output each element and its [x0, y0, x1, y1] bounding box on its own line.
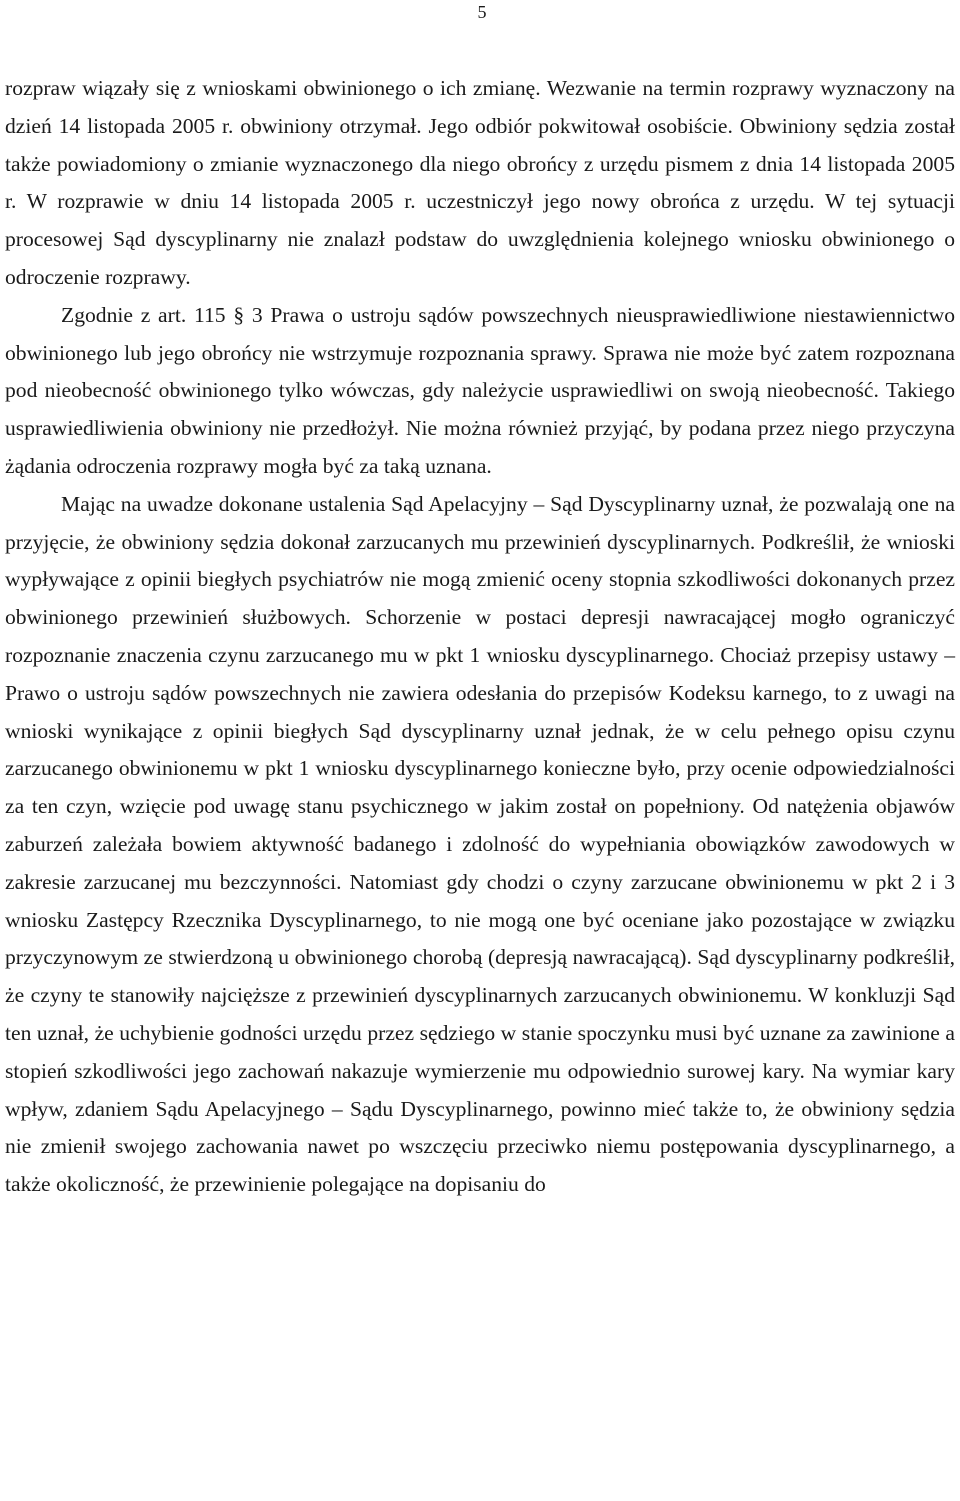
paragraph-2: Zgodnie z art. 115 § 3 Prawa o ustroju sądów powszechnych nieusprawiedliwione niestawiennictwo obwinionego lub jego obrońcy nie wstrzymuje rozpoznania sprawy. Sprawa nie może być zatem rozpoznana pod nieobecność obwinionego tylko wówczas, gdy należycie usprawiedliwi on swoją nieobecność. Takiego usprawiedliwienia obwiniony nie przedłożył. Nie można również przyjąć, by podana przez niego przyczyna żądania odroczenia rozprawy mogła być za taką uznana.	[5, 302, 955, 478]
paragraph-3: Mając na uwadze dokonane ustalenia Sąd Apelacyjny – Sąd Dyscyplinarny uznał, że pozwalają one na przyjęcie, że obwiniony sędzia dokonał zarzucanych mu przewinień dyscyplinarnych. Podkreślił, że wnioski wypływające z opinii biegłych psychiatrów nie mogą zmienić oceny stopnia szkodliwości dokonanych przez obwinionego przewinień służbowych. Schorzenie w postaci depresji nawracającej mogło ograniczyć rozpoznanie znaczenia czynu zarzucanego mu w pkt 1 wniosku dyscyplinarnego. Chociaż przepisy ustawy – Prawo o ustroju sądów powszechnych nie zawiera odesłania do przepisów Kodeksu karnego, to z uwagi na wnioski wynikające z opinii biegłych Sąd dyscyplinarny uznał jednak, że w celu pełnego opisu czynu zarzucanego obwinionemu w pkt 1 wniosku dyscyplinarnego konieczne było, przy ocenie odpowiedzialności za ten czyn, wzięcie pod uwagę stanu psychicznego w jakim został on popełniony. Od natężenia objawów zaburzeń zależała bowiem aktywność badanego i zdolność do wypełniania obowiązków zawodowych w zakresie zarzucanej mu bezczynności. Natomiast gdy chodzi o czyny zarzucane obwinionemu w pkt 2 i 3 wniosku Zastępcy Rzecznika Dyscyplinarnego, to nie mogą one być oceniane jako pozostające w związku przyczynowym ze stwierdzoną u obwinionego chorobą (depresją nawracającą). Sąd dyscyplinarny podkreślił, że czyny te stanowiły najcięższe z przewinień dyscyplinarnych zarzucanych obwinionemu. W konkluzji Sąd ten uznał, że uchybienie godności urzędu przez sędziego w stanie spoczynku musi być uznane za zawinione a stopień szkodliwości jego zachowań nakazuje wymierzenie mu odpowiednio surowej kary. Na wymiar kary wpływ, zdaniem Sądu Apelacyjnego – Sądu Dyscyplinarnego, powinno mieć także to, że obwiniony sędzia nie zmienił swojego zachowania nawet po wszczęciu przeciwko niemu postępowania dyscyplinarnego, a także okoliczność, że przewinienie polegające na dopisaniu do	[5, 491, 955, 1197]
paragraph-1: rozpraw wiązały się z wnioskami obwinionego o ich zmianę. Wezwanie na termin rozprawy wyznaczony na dzień 14 listopada 2005 r. obwiniony otrzymał. Jego odbiór pokwitował osobiście. Obwiniony sędzia został także powiadomiony o zmianie wyznaczonego dla niego obrońcy z urzędu pismem z dnia 14 listopada 2005 r. W rozprawie w dniu 14 listopada 2005 r. uczestniczył jego nowy obrońca z urzędu. W tej sytuacji procesowej Sąd dyscyplinarny nie znalazł podstaw do uwzględnienia kolejnego wniosku obwinionego o odroczenie rozprawy.	[5, 76, 955, 289]
page-number: 5	[477, 2, 487, 22]
document-body	[5, 70, 955, 1204]
